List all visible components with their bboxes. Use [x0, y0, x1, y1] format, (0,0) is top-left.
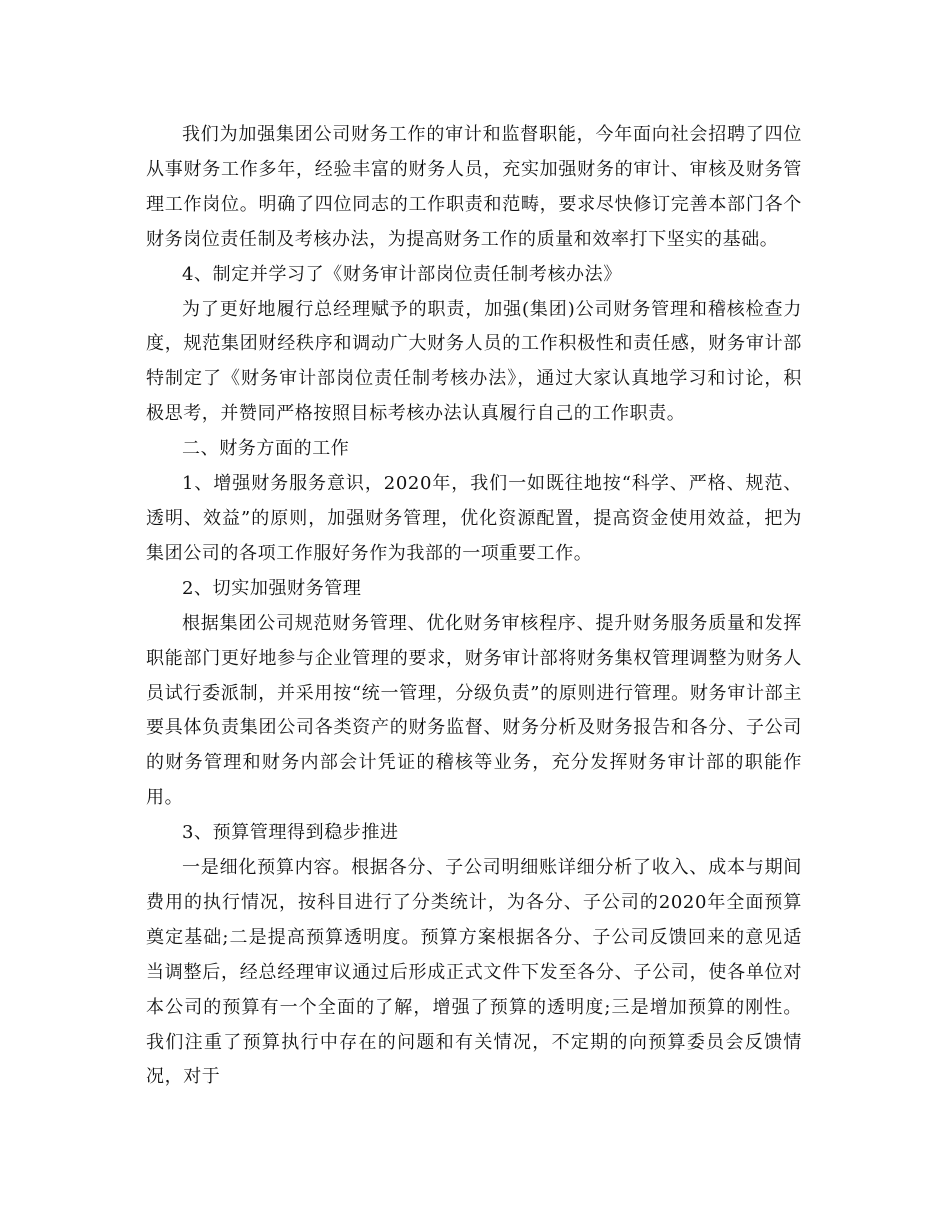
- paragraph-assessment-method: 为了更好地履行总经理赋予的职责，加强(集团)公司财务管理和稽核检查力度，规范集团财经秩序和调动广大财务人员的工作积极性和责任感，财务审计部特制定了《财务审计部岗位责任制考核办法》，通过大家认真地学习和讨论，积极思考，并赞同严格按照目标考核办法认真履行自己的工作职责。: [146, 298, 802, 425]
- paragraph-budget-management: 一是细化预算内容。根据各分、子公司明细账详细分析了收入、成本与期间费用的执行情况，按科目进行了分类统计，为各分、子公司的2020年全面预算奠定基础;二是提高预算透明度。预算方案根据各分、子公司反馈回来的意见适当调整后，经总经理审议通过后形成正式文件下发至各分、子公司，使各单位对本公司的预算有一个全面的了解，增强了预算的透明度;三是增加预算的刚性。我们注重了预算执行中存在的问题和有关情况，不定期的向预算委员会反馈情况，对于: [146, 857, 802, 1088]
- heading-2-strengthen-management: 2、切实加强财务管理: [182, 577, 362, 599]
- paragraph-strengthen-management: 根据集团公司规范财务管理、优化财务审核程序、提升财务服务质量和发挥职能部门更好地参与企业管理的要求，财务审计部将财务集权管理调整为财务人员试行委派制，并采用按“统一管理，分级负责”的原则进行管理。财务审计部主要具体负责集团公司各类资产的财务监督、财务分析及财务报告和各分、子公司的财务管理和财务内部会计凭证的稽核等业务，充分发挥财务审计部的职能作用。: [146, 612, 802, 809]
- section-heading-finance-work: 二、财务方面的工作: [182, 438, 350, 460]
- heading-4-assessment-method: 4、制定并学习了《财务审计部岗位责任制考核办法》: [182, 263, 622, 285]
- paragraph-service-awareness: 1、增强财务服务意识，2020年，我们一如既往地按“科学、严格、规范、透明、效益”的原则，加强财务管理，优化资源配置，提高资金使用效益，把为集团公司的各项工作服好务作为我部的一项重要工作。: [146, 473, 802, 564]
- heading-3-budget-management: 3、预算管理得到稳步推进: [182, 822, 399, 844]
- paragraph-audit-staff: 我们为加强集团公司财务工作的审计和监督职能，今年面向社会招聘了四位从事财务工作多年，经验丰富的财务人员，充实加强财务的审计、审核及财务管理工作岗位。明确了四位同志的工作职责和范畴，要求尽快修订完善本部门各个财务岗位责任制及考核办法，为提高财务工作的质量和效率打下坚实的基础。: [146, 124, 802, 250]
- document-body: [146, 118, 802, 1095]
